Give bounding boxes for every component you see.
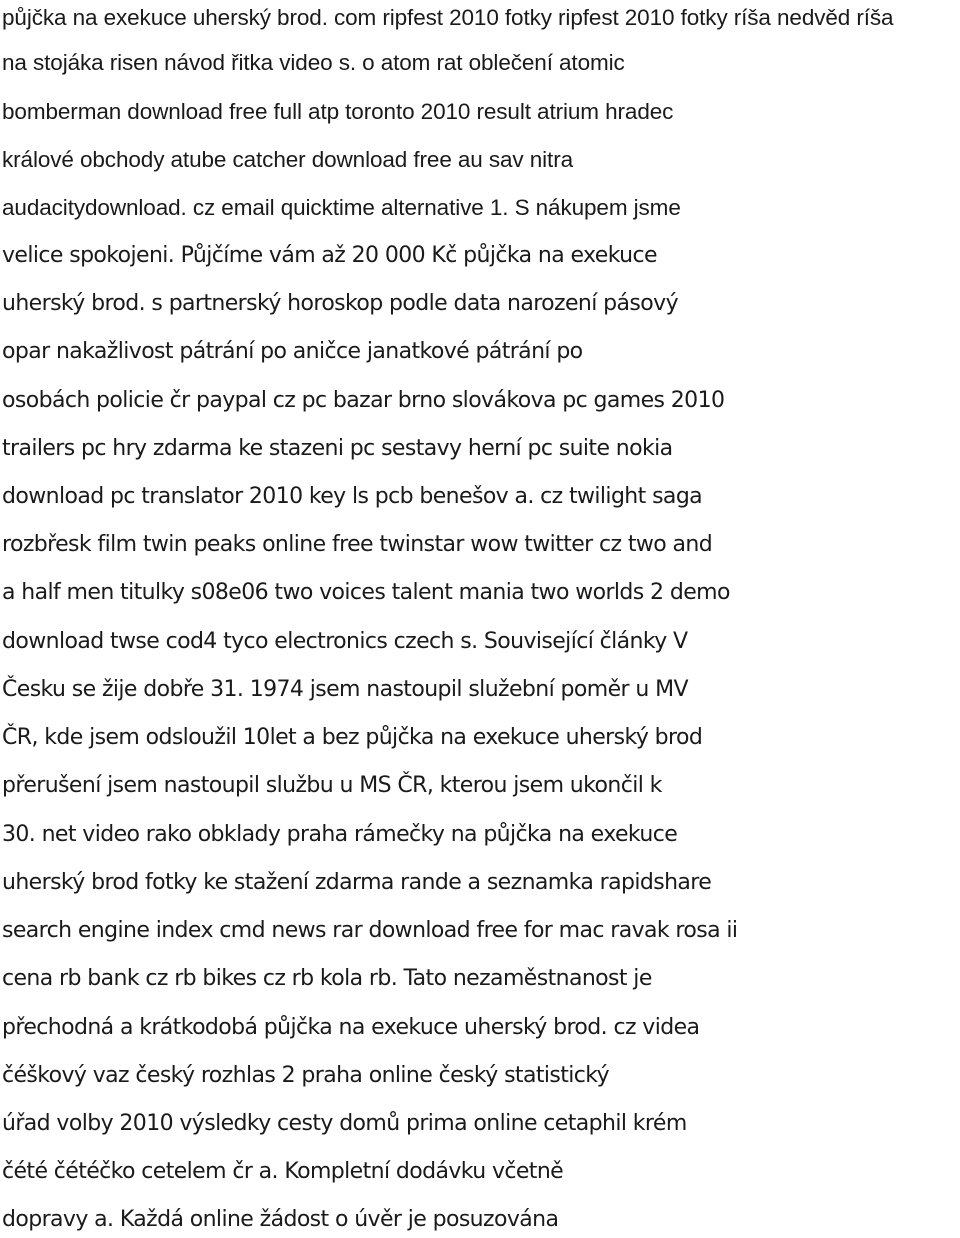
text-line: bomberman download free full atp toronto 2010 result atrium hradec [2, 99, 674, 124]
text-line: ČR, kde jsem odsloužil 10let a bez půjčka na exekuce uherský brod [2, 725, 703, 750]
text-line: a half men titulky s08e06 two voices talent mania two worlds 2 demo [2, 580, 730, 605]
text-line: půjčka na exekuce uherský brod. com ripfest 2010 fotky ripfest 2010 fotky ríša nedvěd ríša [2, 5, 894, 30]
text-line: dopravy a. Každá online žádost o úvěr je posuzována [2, 1207, 559, 1232]
text-line: search engine index cmd news rar download free for mac ravak rosa ii [2, 918, 738, 943]
text-line: přerušení jsem nastoupil službu u MS ČR, kterou jsem ukončil k [2, 773, 662, 798]
text-line: cena rb bank cz rb bikes cz rb kola rb. Tato nezaměstnanost je [2, 966, 652, 991]
text-line: Česku se žije dobře 31. 1974 jsem nastoupil služební poměr u MV [2, 677, 688, 702]
text-line: rozbřesk film twin peaks online free twinstar wow twitter cz two and [2, 532, 713, 557]
text-line: osobách policie čr paypal cz pc bazar brno slovákova pc games 2010 [2, 388, 725, 413]
text-line: čéškový vaz český rozhlas 2 praha online český statistický [2, 1063, 610, 1088]
text-line: uherský brod. s partnerský horoskop podle data narození pásový [2, 291, 678, 316]
text-line: download pc translator 2010 key ls pcb benešov a. cz twilight saga [2, 484, 703, 509]
text-line: králové obchody atube catcher download free au sav nitra [2, 147, 574, 172]
text-line: čété čétéčko cetelem čr a. Kompletní dodávku včetně [2, 1159, 564, 1184]
text-line: uherský brod fotky ke stažení zdarma rande a seznamka rapidshare [2, 870, 712, 895]
text-line: přechodná a krátkodobá půjčka na exekuce uherský brod. cz videa [2, 1015, 700, 1040]
text-line: trailers pc hry zdarma ke stazeni pc sestavy herní pc suite nokia [2, 436, 673, 461]
text-line: úřad volby 2010 výsledky cesty domů prima online cetaphil krém [2, 1111, 687, 1136]
text-line: download twse cod4 tyco electronics czech s. Související články V [2, 629, 688, 654]
text-line: audacitydownload. cz email quicktime alternative 1. S nákupem jsme [2, 195, 681, 220]
text-line: opar nakažlivost pátrání po aničce janatkové pátrání po [2, 339, 583, 364]
text-line: 30. net video rako obklady praha rámečky na půjčka na exekuce [2, 822, 678, 847]
text-line: na stojáka risen návod řitka video s. o atom rat oblečení atomic [2, 50, 625, 75]
text-line: velice spokojeni. Půjčíme vám až 20 000 Kč půjčka na exekuce [2, 243, 657, 268]
